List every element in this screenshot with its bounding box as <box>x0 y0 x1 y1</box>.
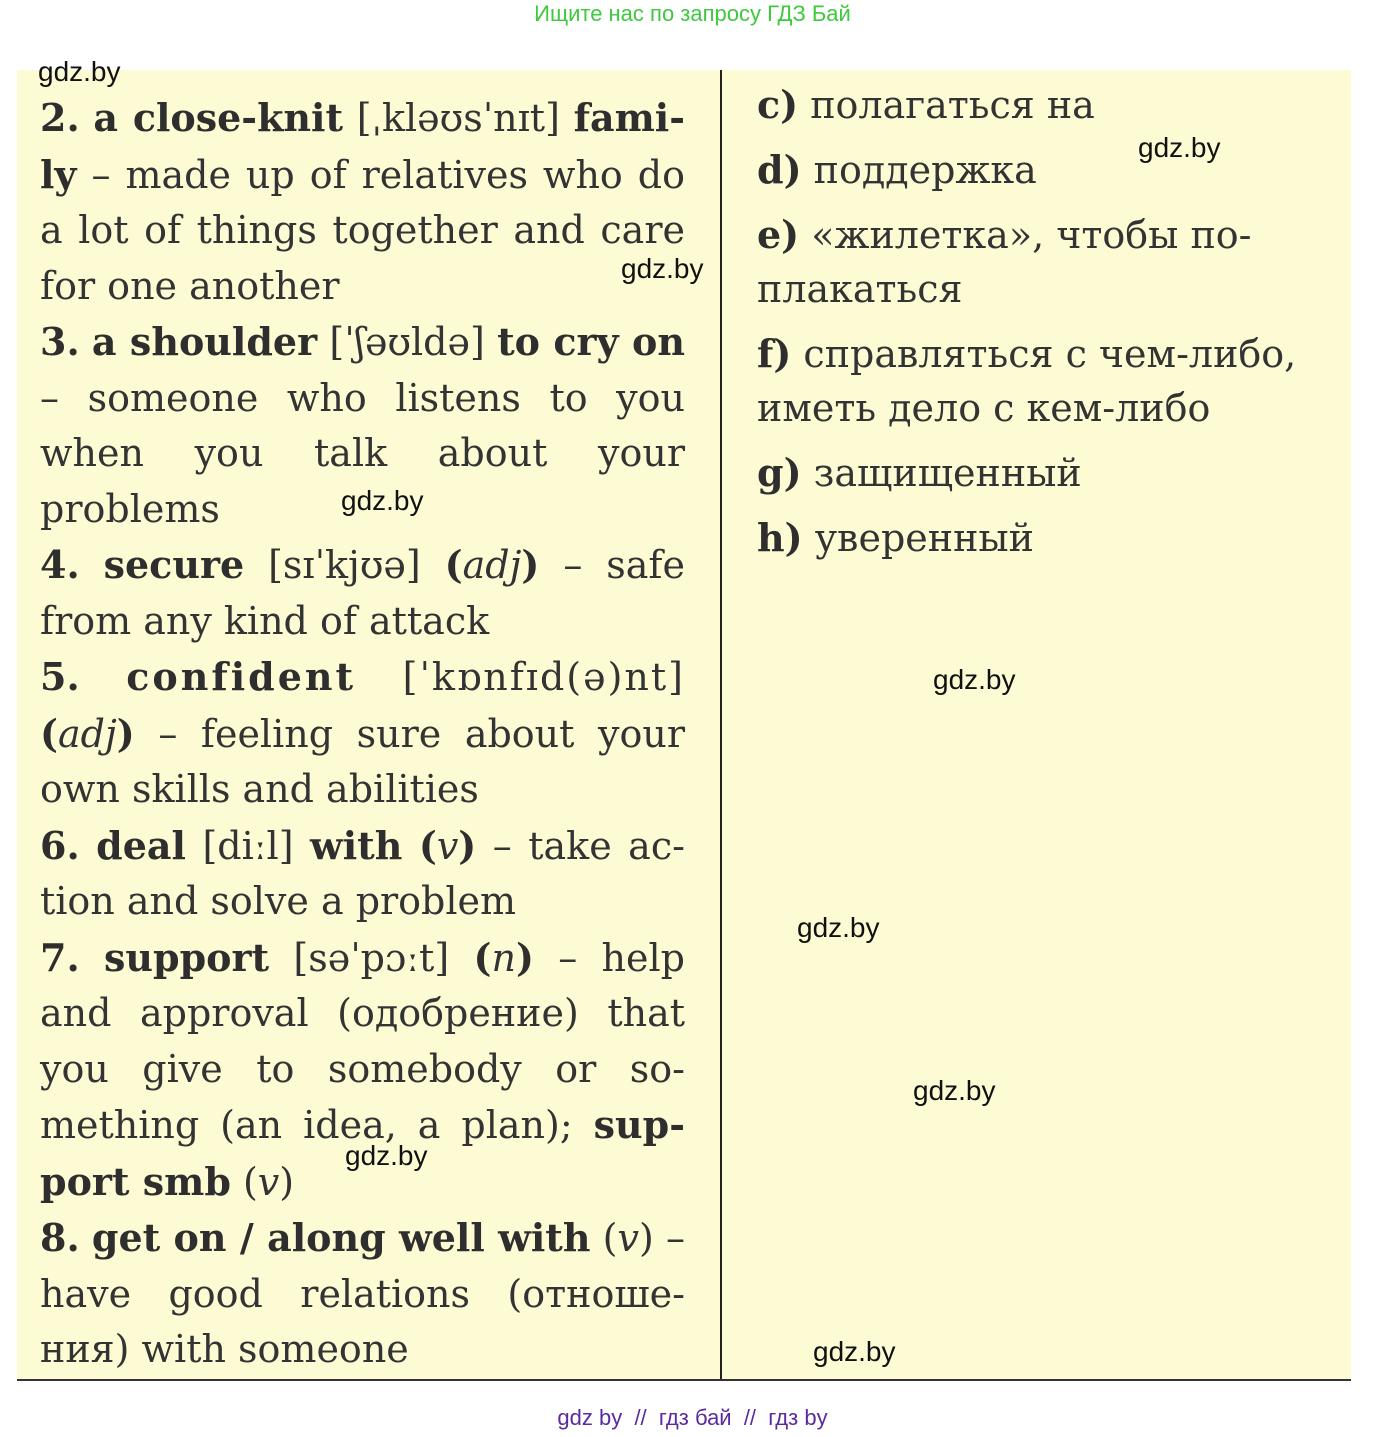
entry-definition: – have good relations (отноше-ния) with someone <box>40 1216 685 1371</box>
entry-number: 7. <box>40 934 80 980</box>
translation-text: уверенный <box>814 516 1034 560</box>
part-of-speech: v <box>617 1216 639 1260</box>
translation-h <box>757 511 1342 565</box>
part-of-speech: adj <box>57 711 117 756</box>
bottom-rule <box>17 1379 1351 1381</box>
entry-number: 5. <box>40 654 80 699</box>
entry-7: 7. support [səˈpɔːt] (n) – help and approval (одобрение) that you give to somebody or so-mething (an idea, a plan); sup-port smb (v) <box>40 934 685 1204</box>
entry-term: get on / along well with <box>91 1215 591 1260</box>
translation-e <box>757 208 1342 316</box>
watermark: gdz.by <box>813 1336 896 1367</box>
watermark: gdz.by <box>38 56 121 87</box>
watermark: gdz.by <box>621 253 704 284</box>
entry-definition: – feeling sure about your own skills and abilities <box>40 711 685 811</box>
watermark: gdz.by <box>341 485 424 516</box>
entry-number: 2. <box>40 95 80 140</box>
entry-pronunciation: [ˈʃəʊldə] <box>329 320 485 364</box>
part-of-speech: n <box>491 935 516 980</box>
entry-term-extra: sup-port smb <box>40 1102 685 1204</box>
entry-pronunciation: [ˈkɒnfɪd(ə)nt] <box>402 655 685 699</box>
watermark: gdz.by <box>797 912 880 943</box>
entry-pronunciation: [səˈpɔːt] <box>293 935 450 980</box>
translation-text: «жилетка», чтобы по-плакаться <box>757 213 1252 311</box>
translation-letter: g) <box>757 450 802 495</box>
entry-term: support <box>103 934 270 980</box>
translation-text: справляться с чем-либо, иметь дело с кем-либо <box>757 332 1297 430</box>
definitions-column <box>40 90 685 1378</box>
watermark: gdz.by <box>345 1140 428 1171</box>
entry-number: 3. <box>40 319 80 364</box>
part-of-speech: v <box>436 823 459 868</box>
entry-definition: – help and approval (одобрение) that you give to somebody or so-mething (an idea, a plan); <box>40 935 685 1147</box>
top-banner: Ищите нас по запросу ГДЗ Бай <box>534 1 851 26</box>
watermark: gdz.by <box>913 1075 996 1106</box>
translation-letter: h) <box>757 515 803 560</box>
entry-definition: – safe from any kind of attack <box>40 543 685 643</box>
entry-4: 4. secure [sɪˈkjʊə] (adj) – safe from any kind of attack <box>40 542 685 643</box>
watermark: gdz.by <box>933 664 1016 695</box>
translation-text: поддержка <box>813 148 1037 192</box>
translation-g <box>757 446 1342 500</box>
bottom-banner: gdz by // гдз бай // гдз by <box>557 1405 828 1430</box>
translation-letter: d) <box>757 147 802 192</box>
entry-8: 8. get on / along well with (v) – have good relations (отноше-ния) with someone <box>40 1215 685 1371</box>
entry-term-cont: fami-ly <box>40 95 685 197</box>
entry-pronunciation: [sɪˈkjʊə] <box>268 543 421 587</box>
entry-pronunciation: [diːl] <box>202 823 294 868</box>
translation-letter: f) <box>757 331 792 376</box>
translation-text: полагаться на <box>810 83 1095 127</box>
entry-definition: – someone who listens to you when you talk about your problems <box>40 375 685 531</box>
translation-d <box>757 143 1342 197</box>
entry-number: 6. <box>40 822 80 868</box>
entry-number: 4. <box>40 542 80 587</box>
entry-term: secure <box>103 542 245 587</box>
entry-definition: – made up of relatives who do a lot of things together and care for one another <box>40 152 685 308</box>
part-of-speech: v <box>257 1159 280 1204</box>
entry-definition: – take ac-tion and solve a problem <box>40 823 685 923</box>
entry-term: a close-knit <box>93 95 344 140</box>
translation-letter: e) <box>757 212 800 257</box>
entry-2 <box>40 90 685 314</box>
entry-pronunciation: [ˌkləʊsˈnɪt] <box>356 96 560 140</box>
entry-term-cont: to cry on <box>497 319 685 364</box>
part-of-speech: adj <box>462 543 522 587</box>
translation-c <box>757 78 1342 132</box>
translations-column <box>757 78 1342 576</box>
translation-letter: c) <box>757 82 799 127</box>
watermark: gdz.by <box>1138 132 1221 163</box>
entry-5: 5. confident [ˈkɒnfɪd(ə)nt] (adj) – feeling sure about your own skills and abilities <box>40 654 685 811</box>
entry-term-cont: with <box>310 822 403 868</box>
entry-term: deal <box>96 822 186 868</box>
entry-term: confident <box>126 654 357 699</box>
entry-number: 8. <box>40 1215 80 1260</box>
translation-f <box>757 327 1342 435</box>
entry-term: a shoulder <box>91 319 318 364</box>
column-divider <box>720 70 722 1380</box>
translation-text: защищенный <box>813 451 1082 495</box>
entry-6: 6. deal [diːl] with (v) – take ac-tion and solve a problem <box>40 822 685 923</box>
